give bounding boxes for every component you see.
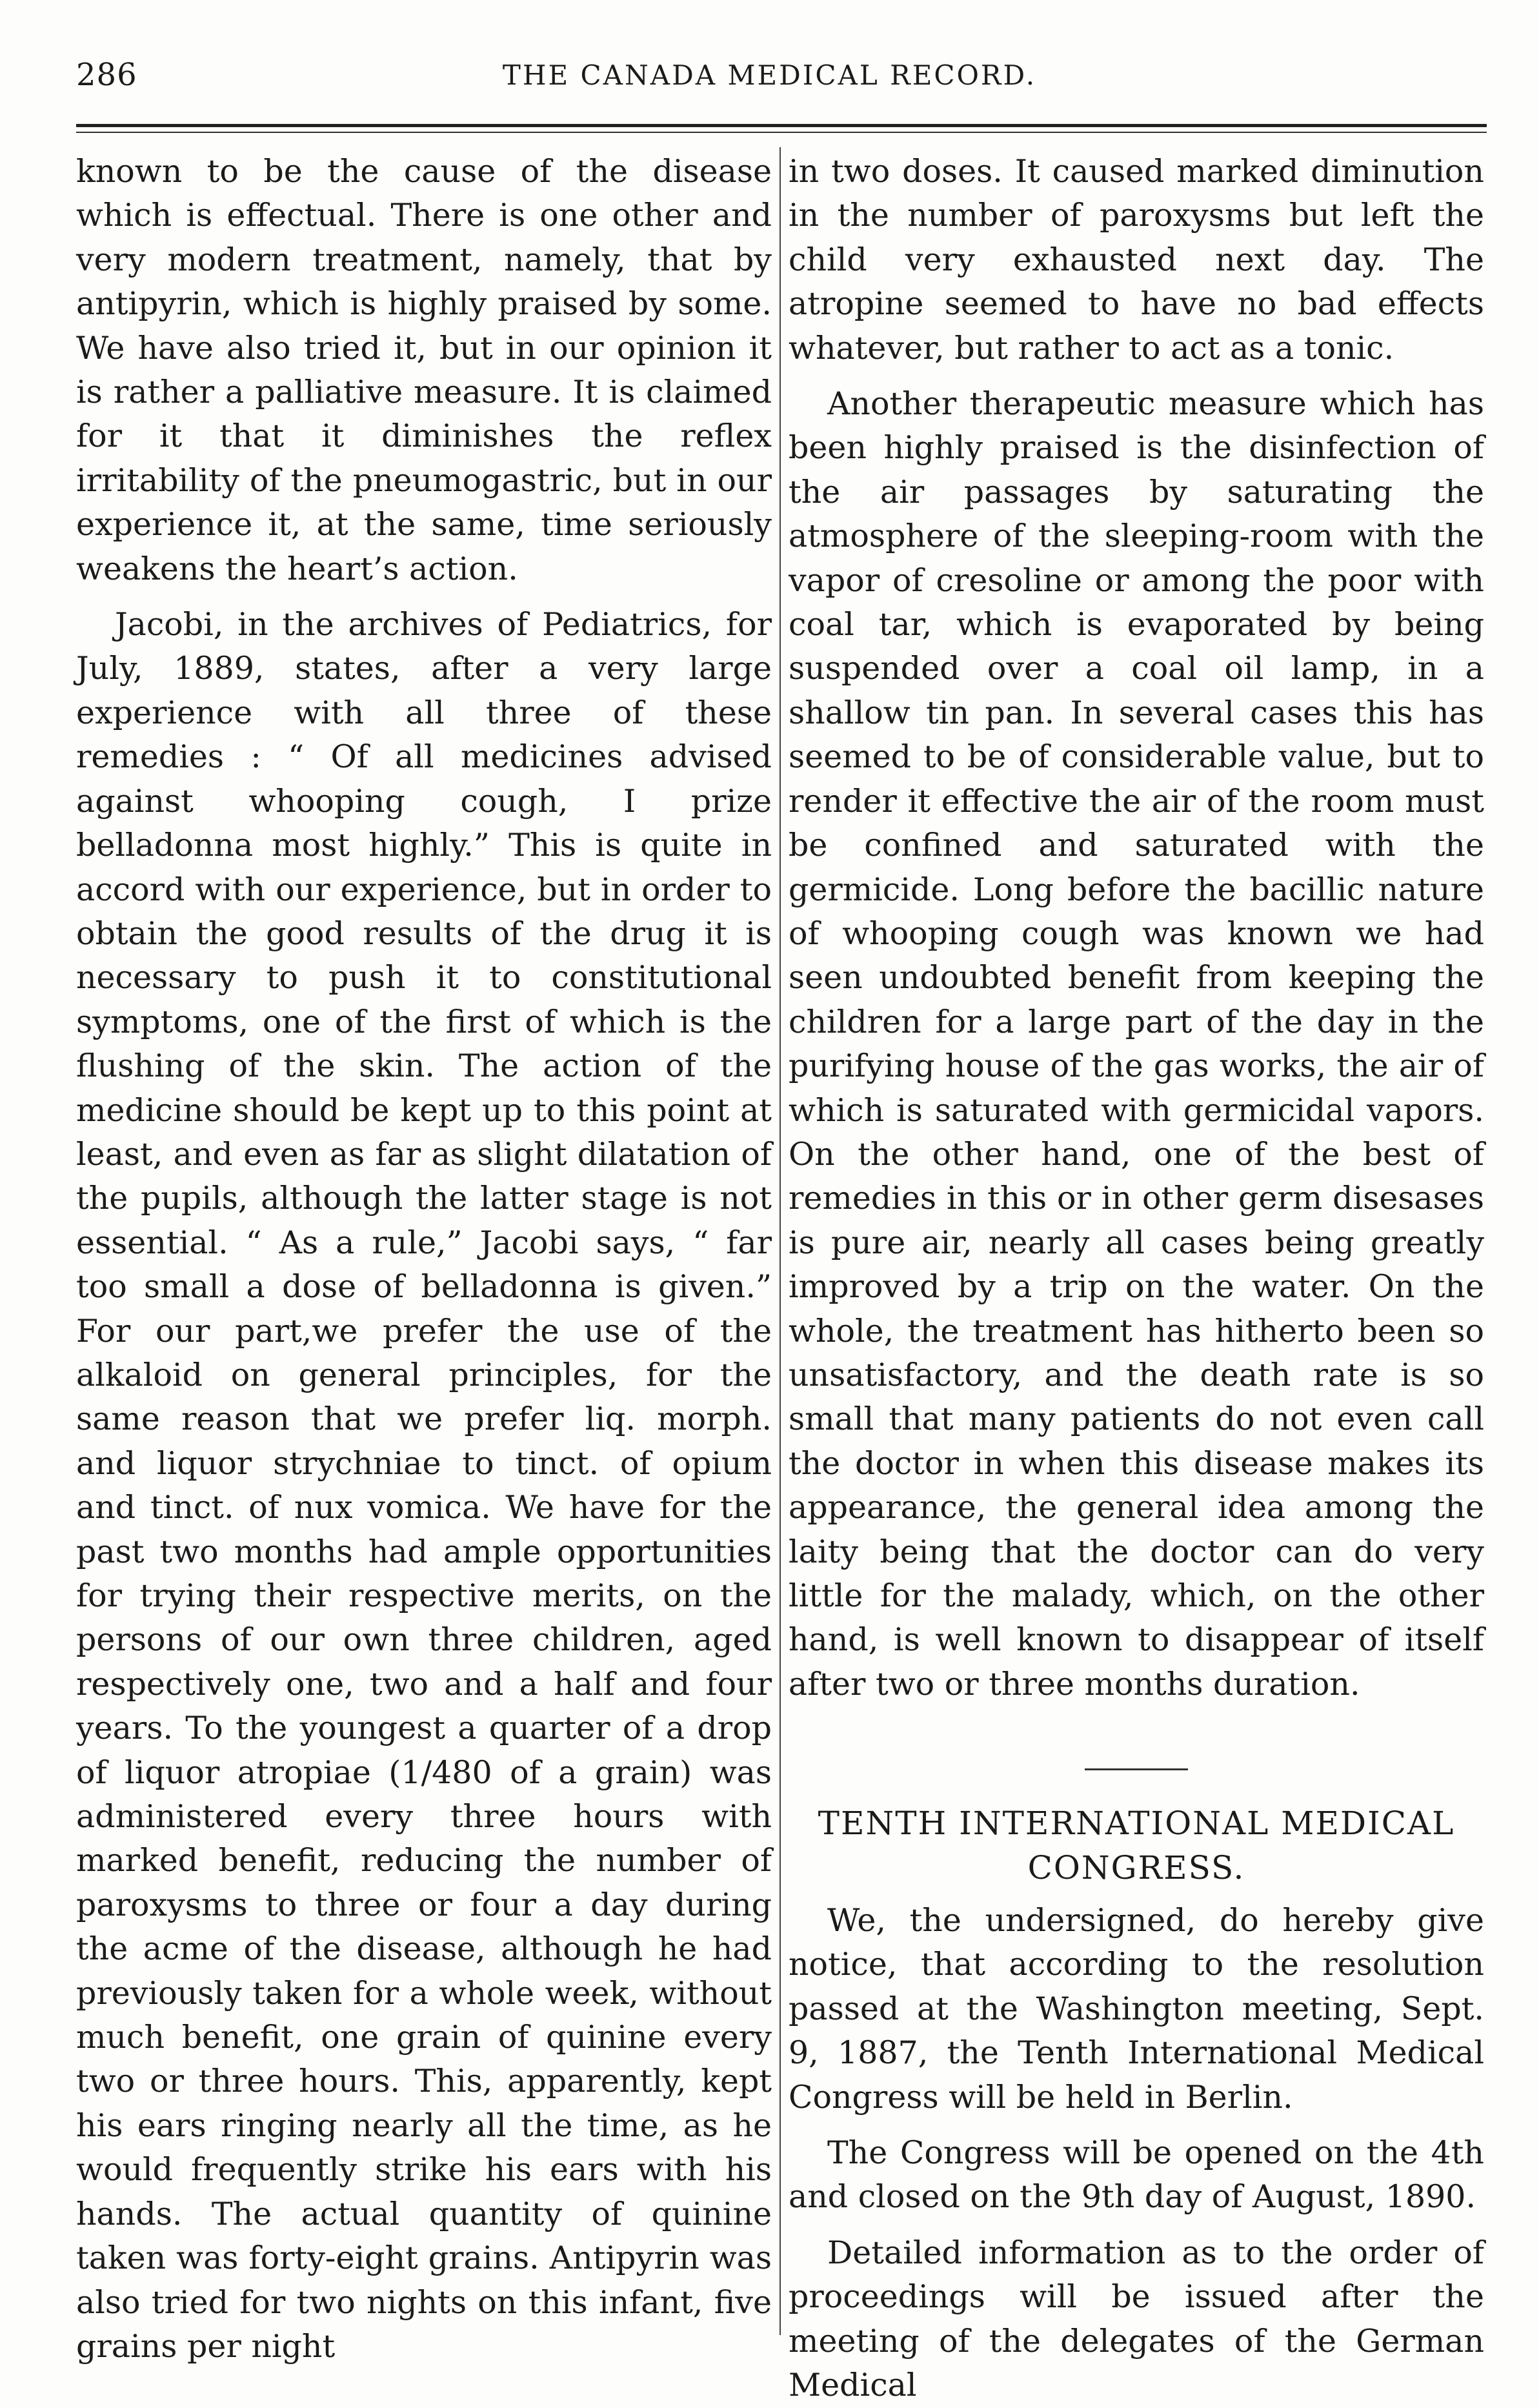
right-paragraph-2: Another therapeutic measure which has been highly praised is the disinfection of the air passages by saturating the atmosphere of the sleeping-room with the vapor of cresoline or among the poor with coal tar, which is evaporated by being suspended over a coal oil lamp, in a shallow tin pan. In several cases this has seemed to be of considerable value, but to render it effective the air of the room must be confined and saturated with the germicide. Long before the bacillic nature of whooping cough was known we had seen undoubted benefit from keeping the children for a large part of the day in the purifying house of the gas works, the air of which is saturated with germicidal vapors. On the other hand, one of the best of remedies in this or in other germ disesases is pure air, nearly all cases being greatly improved by a trip on the water. On the whole, the treatment has hitherto been so unsatisfactory, and the death rate is so small that many patients do not even call the doctor in when this disease makes its appearance, the general idea among the laity being that the doctor can do very little for the malady, which, on the other hand, is well known to disappear of itself after two or three months duration. [789,385,1484,1703]
right-paragraph-5: Detailed information as to the order of proceedings will be issued after the meeting of the delegates of the German Medical [789,2234,1484,2404]
section-heading [789,1801,1484,1890]
right-paragraph-3: We, the undersigned, do hereby give notice, that according to the resolution passed at the Washington meeting, Sept. 9, 1887, the Tenth International Medical Congress will be held in Berlin. [789,1902,1484,2116]
journal-title: THE CANADA MEDICAL RECORD. [502,59,1037,91]
header-rule-thin [76,132,1487,133]
right-paragraph-1: in two doses. It caused marked diminution in the number of paroxysms but left the child very exhausted next day. The atropine seemed to have no bad effects whatever, but rather to act as a tonic. [789,153,1484,367]
header-rule-thick [76,124,1487,127]
right-column [789,150,1484,2408]
section-heading-line-2: CONGRESS. [1027,1848,1245,1887]
section-separator [1085,1768,1188,1770]
right-paragraph-4: The Congress will be opened on the 4th and closed on the 9th day of August, 1890. [789,2134,1484,2216]
left-column [76,150,772,2369]
page-number: 286 [76,57,137,93]
left-paragraph-2: Jacobi, in the archives of Pediatrics, for July, 1889, states, after a very large experience with all three of these remedies : “ Of all medicines advised against whooping cough, I prize belladonna most highly.” This is quite in accord with our experience, but in order to obtain the good results of the drug it is necessary to push it to constitutional symptoms, one of the first of which is the flushing of the skin. The action of the medicine should be kept up to this point at least, and even as far as slight dilatation of the pupils, although the latter stage is not essential. “ As a rule,” Jacobi says, “ far too small a dose of belladonna is given.” For our part,we prefer the use of the alkaloid on general principles, for the same reason that we prefer liq. morph. and liquor strychniae to tinct. of opium and tinct. of nux vomica. We have for the past two months had ample opportunities for trying their respective merits, on the persons of our own three children, aged respectively one, two and a half and four years. To the youngest a quarter of a drop of liquor atropiae (1/480 of a grain) was administered every three hours with marked benefit, reducing the number of paroxysms to three or four a day during the acme of the disease, although he had previously taken for a whole week, without much benefit, one grain of quinine every two or three hours. This, apparently, kept his ears ringing nearly all the time, as he would frequently strike his ears with his hands. The actual quantity of quinine taken was forty-eight grains. Antipyrin was also tried for two nights on this infant, five grains per night [76,606,772,2365]
section-heading-line-1: TENTH INTERNATIONAL MEDICAL [818,1805,1455,1843]
left-paragraph-1: known to be the cause of the disease which is effectual. There is one other and very modern treatment, namely, that by antipyrin, which is highly praised by some. We have also tried it, but in our opinion it is rather a palliative measure. It is claimed for it that it diminishes the reflex irritability of the pneumogastric, but in our experience it, at the same, time seriously weakens the heart’s action. [76,153,772,587]
column-divider [780,147,781,2335]
